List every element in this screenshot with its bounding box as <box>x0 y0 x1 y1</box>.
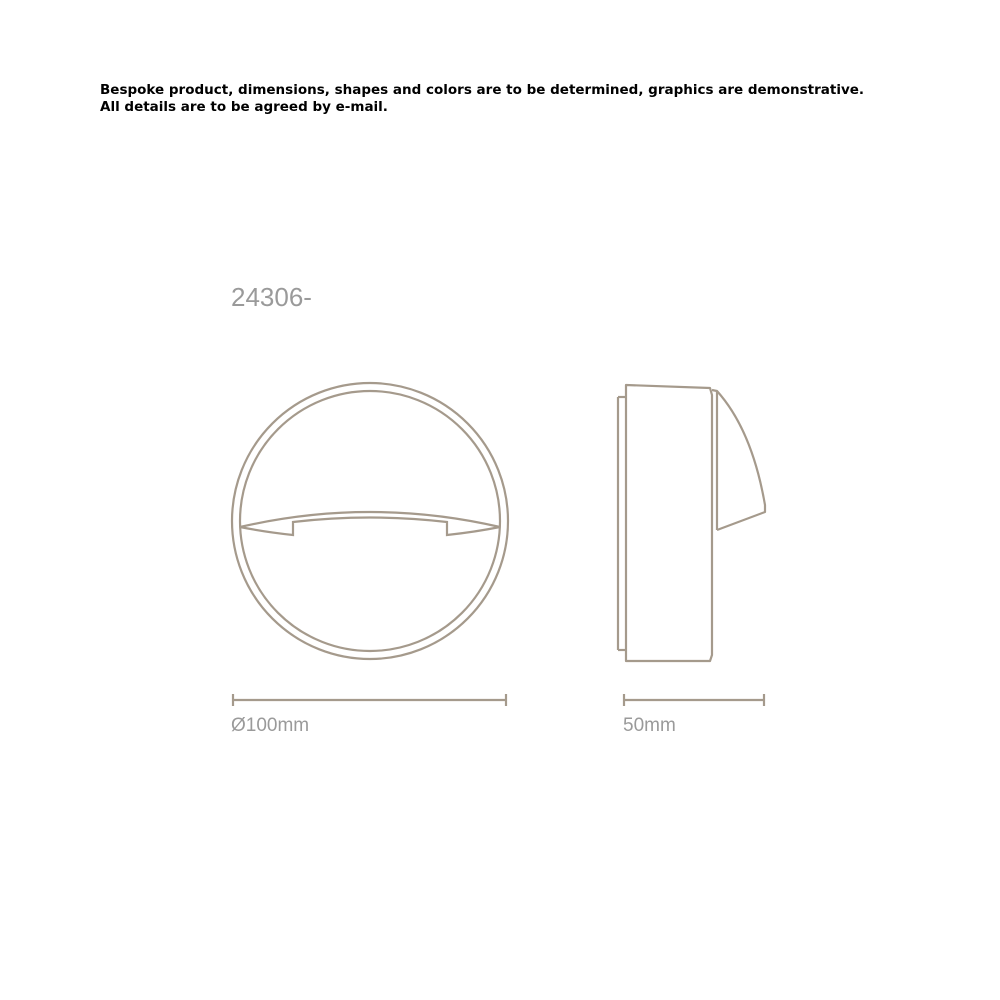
front-view <box>232 383 508 659</box>
side-hood <box>712 390 765 530</box>
diameter-label: Ø100mm <box>231 715 310 736</box>
hood-upper-edge <box>240 512 500 527</box>
front-inner-ring <box>240 391 500 651</box>
disclaimer-text: Bespoke product, dimensions, shapes and colors are to be determined, graphics are demonstrative. All details are to be agreed by e-mail. <box>100 82 865 115</box>
dimension-lines <box>233 694 764 706</box>
side-view <box>618 385 765 661</box>
product-code: 24306- <box>231 282 312 312</box>
depth-label: 50mm <box>623 715 676 736</box>
side-body <box>626 385 712 661</box>
